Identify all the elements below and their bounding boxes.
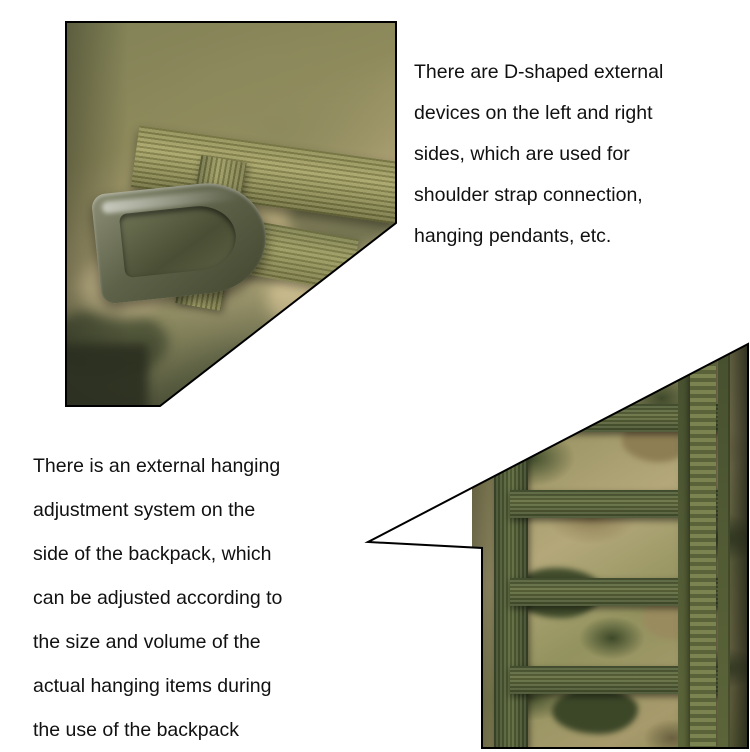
zipper-teeth bbox=[690, 338, 716, 750]
callout-line: adjustment system on the bbox=[33, 499, 256, 521]
callout-line: shoulder strap connection, bbox=[414, 184, 643, 206]
zipper-tape-left bbox=[678, 338, 690, 750]
d-ring-photo bbox=[38, 8, 398, 408]
molle-photo bbox=[362, 338, 750, 750]
d-ring-buckle bbox=[91, 177, 272, 304]
callout-line: devices on the left and right bbox=[414, 102, 653, 124]
callout-line: the use of the backpack bbox=[33, 719, 239, 741]
callout-line: There is an external hanging bbox=[33, 455, 281, 477]
molle-callout-text bbox=[33, 444, 363, 752]
callout-line: side of the backpack, which bbox=[33, 543, 272, 565]
callout-line: can be adjusted according to bbox=[33, 587, 283, 609]
callout-line: There are D-shaped external bbox=[414, 61, 664, 83]
callout-line: the size and volume of the bbox=[33, 631, 261, 653]
callout-line: sides, which are used for bbox=[414, 143, 630, 165]
panel-right-edge-shadow bbox=[728, 338, 750, 750]
d-ring-callout-text bbox=[414, 52, 744, 257]
callout-line: actual hanging items during bbox=[33, 675, 272, 697]
callout-line: hanging pendants, etc. bbox=[414, 225, 612, 247]
